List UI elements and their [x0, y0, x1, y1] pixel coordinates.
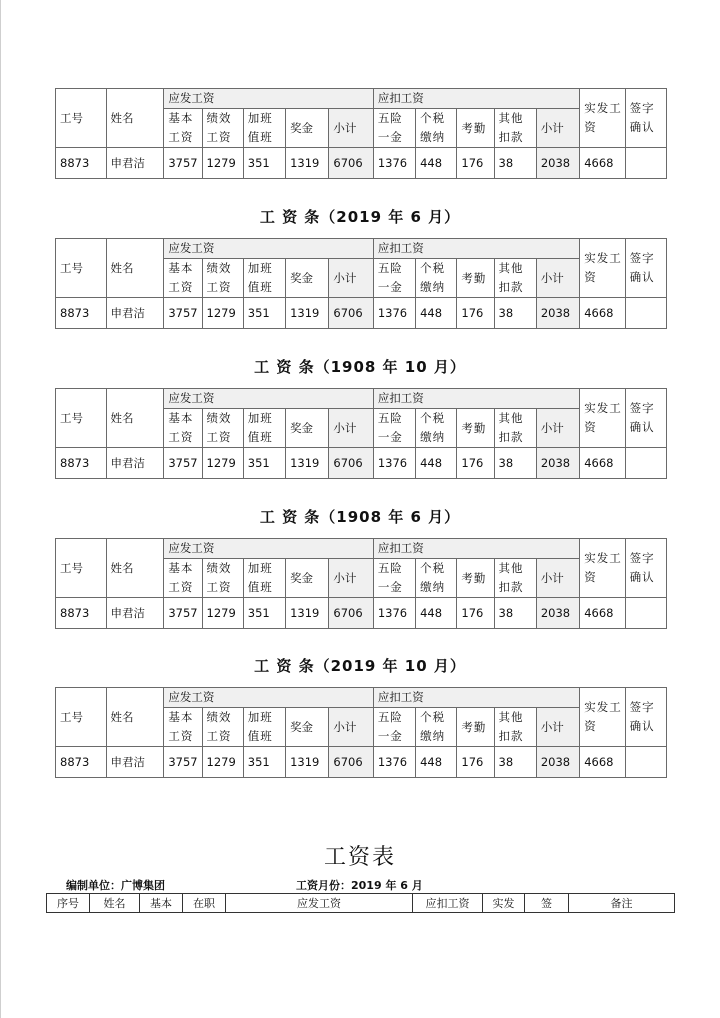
header-insurance: 五险一金	[373, 559, 415, 598]
cell-net: 4668	[580, 148, 625, 179]
header-other: 其他扣款	[494, 409, 536, 448]
header-tax: 个税缴纳	[416, 109, 457, 148]
cell-tax: 448	[416, 448, 457, 479]
summary-col-name: 姓名	[90, 894, 140, 913]
header-deduct-group: 应扣工资	[373, 239, 579, 259]
cell-name: 申君洁	[106, 598, 164, 629]
header-overtime: 加班值班	[243, 259, 285, 298]
header-other: 其他扣款	[494, 109, 536, 148]
cell-overtime: 351	[243, 298, 285, 329]
header-perf: 绩效工资	[202, 708, 243, 747]
cell-name: 申君洁	[106, 448, 164, 479]
cell-attendance: 176	[457, 448, 494, 479]
salary-slip-3	[55, 388, 667, 479]
header-bonus: 奖金	[286, 259, 329, 298]
header-net: 实发工资	[580, 539, 625, 598]
cell-sign[interactable]	[625, 598, 666, 629]
slip-title-4: 工 资 条（1908 年 6 月）	[259, 508, 461, 526]
summary-col-gross: 应发工资	[226, 894, 413, 913]
cell-insurance: 1376	[373, 747, 415, 778]
header-basic: 基本工资	[164, 259, 202, 298]
cell-perf: 1279	[202, 148, 243, 179]
header-deduct-group: 应扣工资	[373, 89, 579, 109]
header-overtime: 加班值班	[243, 559, 285, 598]
cell-bonus: 1319	[286, 448, 329, 479]
cell-attendance: 176	[457, 148, 494, 179]
header-sign: 签字确认	[625, 688, 666, 747]
header-basic: 基本工资	[164, 708, 202, 747]
cell-deduct-subtotal: 2038	[536, 298, 579, 329]
header-deduct-group: 应扣工资	[373, 389, 579, 409]
salary-slip-4	[55, 538, 667, 629]
header-sign: 签字确认	[625, 539, 666, 598]
cell-tax: 448	[416, 298, 457, 329]
header-insurance: 五险一金	[373, 109, 415, 148]
summary-col-basic: 基本	[140, 894, 183, 913]
header-deduct-subtotal: 小计	[536, 259, 579, 298]
cell-sign[interactable]	[625, 747, 666, 778]
header-tax: 个税缴纳	[416, 409, 457, 448]
cell-emp-id: 8873	[56, 448, 107, 479]
header-name: 姓名	[106, 688, 164, 747]
header-subtotal: 小计	[329, 109, 373, 148]
header-sign: 签字确认	[625, 89, 666, 148]
month-label: 工资月份：2019 年 6 月	[296, 879, 423, 892]
header-insurance: 五险一金	[373, 259, 415, 298]
cell-overtime: 351	[243, 747, 285, 778]
cell-attendance: 176	[457, 747, 494, 778]
cell-net: 4668	[580, 598, 625, 629]
header-insurance: 五险一金	[373, 409, 415, 448]
header-emp-id: 工号	[56, 688, 107, 747]
header-emp-id: 工号	[56, 389, 107, 448]
cell-basic: 3757	[164, 298, 202, 329]
header-attendance: 考勤	[457, 708, 494, 747]
cell-emp-id: 8873	[56, 148, 107, 179]
cell-basic: 3757	[164, 747, 202, 778]
cell-sign[interactable]	[625, 148, 666, 179]
cell-insurance: 1376	[373, 298, 415, 329]
header-emp-id: 工号	[56, 539, 107, 598]
cell-subtotal: 6706	[329, 598, 373, 629]
cell-subtotal: 6706	[329, 448, 373, 479]
cell-name: 申君洁	[106, 148, 164, 179]
header-deduct-subtotal: 小计	[536, 409, 579, 448]
header-tax: 个税缴纳	[416, 559, 457, 598]
summary-col-employed: 在职	[183, 894, 226, 913]
header-basic: 基本工资	[164, 559, 202, 598]
header-perf: 绩效工资	[202, 559, 243, 598]
cell-deduct-subtotal: 2038	[536, 598, 579, 629]
header-name: 姓名	[106, 89, 164, 148]
cell-overtime: 351	[243, 148, 285, 179]
cell-other: 38	[494, 148, 536, 179]
cell-insurance: 1376	[373, 148, 415, 179]
header-deduct-group: 应扣工资	[373, 688, 579, 708]
header-bonus: 奖金	[286, 559, 329, 598]
cell-overtime: 351	[243, 448, 285, 479]
header-sign: 签字确认	[625, 389, 666, 448]
cell-subtotal: 6706	[329, 298, 373, 329]
cell-subtotal: 6706	[329, 148, 373, 179]
header-subtotal: 小计	[329, 259, 373, 298]
header-perf: 绩效工资	[202, 259, 243, 298]
cell-basic: 3757	[164, 148, 202, 179]
slip-title-2: 工 资 条（2019 年 6 月）	[259, 208, 461, 226]
cell-sign[interactable]	[625, 448, 666, 479]
cell-bonus: 1319	[286, 298, 329, 329]
cell-name: 申君洁	[106, 747, 164, 778]
cell-bonus: 1319	[286, 148, 329, 179]
header-name: 姓名	[106, 539, 164, 598]
header-net: 实发工资	[580, 89, 625, 148]
header-bonus: 奖金	[286, 708, 329, 747]
cell-emp-id: 8873	[56, 598, 107, 629]
header-overtime: 加班值班	[243, 708, 285, 747]
payroll-summary-table	[46, 893, 675, 913]
cell-insurance: 1376	[373, 598, 415, 629]
cell-other: 38	[494, 747, 536, 778]
header-overtime: 加班值班	[243, 409, 285, 448]
header-net: 实发工资	[580, 688, 625, 747]
cell-basic: 3757	[164, 598, 202, 629]
cell-perf: 1279	[202, 747, 243, 778]
cell-bonus: 1319	[286, 747, 329, 778]
header-name: 姓名	[106, 389, 164, 448]
header-basic: 基本工资	[164, 109, 202, 148]
salary-slip-2	[55, 238, 667, 329]
header-bonus: 奖金	[286, 409, 329, 448]
header-attendance: 考勤	[457, 409, 494, 448]
payroll-sheet-title: 工资表	[323, 845, 396, 870]
header-gross-group: 应发工资	[164, 539, 373, 559]
header-net: 实发工资	[580, 239, 625, 298]
header-subtotal: 小计	[329, 409, 373, 448]
cell-other: 38	[494, 598, 536, 629]
header-tax: 个税缴纳	[416, 708, 457, 747]
header-gross-group: 应发工资	[164, 389, 373, 409]
header-insurance: 五险一金	[373, 708, 415, 747]
header-attendance: 考勤	[457, 259, 494, 298]
header-gross-group: 应发工资	[164, 688, 373, 708]
salary-slip-5	[55, 687, 667, 778]
cell-subtotal: 6706	[329, 747, 373, 778]
header-subtotal: 小计	[329, 708, 373, 747]
salary-slip-1	[55, 88, 667, 179]
cell-sign[interactable]	[625, 298, 666, 329]
slip-title-5: 工 资 条（2019 年 10 月）	[254, 657, 466, 675]
cell-other: 38	[494, 298, 536, 329]
cell-tax: 448	[416, 148, 457, 179]
header-other: 其他扣款	[494, 559, 536, 598]
summary-col-deduct: 应扣工资	[413, 894, 483, 913]
cell-bonus: 1319	[286, 598, 329, 629]
summary-col-net: 实发	[483, 894, 525, 913]
cell-deduct-subtotal: 2038	[536, 448, 579, 479]
header-emp-id: 工号	[56, 239, 107, 298]
header-overtime: 加班值班	[243, 109, 285, 148]
cell-attendance: 176	[457, 598, 494, 629]
cell-perf: 1279	[202, 598, 243, 629]
cell-net: 4668	[580, 448, 625, 479]
header-deduct-group: 应扣工资	[373, 539, 579, 559]
header-name: 姓名	[106, 239, 164, 298]
cell-name: 申君洁	[106, 298, 164, 329]
slip-title-3: 工 资 条（1908 年 10 月）	[254, 358, 466, 376]
header-other: 其他扣款	[494, 259, 536, 298]
header-attendance: 考勤	[457, 109, 494, 148]
header-deduct-subtotal: 小计	[536, 708, 579, 747]
header-deduct-subtotal: 小计	[536, 559, 579, 598]
cell-emp-id: 8873	[56, 747, 107, 778]
summary-col-sign: 签	[525, 894, 569, 913]
header-attendance: 考勤	[457, 559, 494, 598]
cell-basic: 3757	[164, 448, 202, 479]
header-perf: 绩效工资	[202, 109, 243, 148]
header-bonus: 奖金	[286, 109, 329, 148]
cell-overtime: 351	[243, 598, 285, 629]
cell-perf: 1279	[202, 448, 243, 479]
org-label: 编制单位：广博集团	[66, 879, 165, 892]
summary-col-index: 序号	[47, 894, 90, 913]
cell-deduct-subtotal: 2038	[536, 148, 579, 179]
cell-insurance: 1376	[373, 448, 415, 479]
header-subtotal: 小计	[329, 559, 373, 598]
header-perf: 绩效工资	[202, 409, 243, 448]
summary-col-remarks: 备注	[569, 894, 675, 913]
cell-attendance: 176	[457, 298, 494, 329]
header-basic: 基本工资	[164, 409, 202, 448]
header-tax: 个税缴纳	[416, 259, 457, 298]
header-sign: 签字确认	[625, 239, 666, 298]
header-gross-group: 应发工资	[164, 89, 373, 109]
cell-deduct-subtotal: 2038	[536, 747, 579, 778]
cell-emp-id: 8873	[56, 298, 107, 329]
header-other: 其他扣款	[494, 708, 536, 747]
cell-net: 4668	[580, 298, 625, 329]
header-deduct-subtotal: 小计	[536, 109, 579, 148]
header-emp-id: 工号	[56, 89, 107, 148]
cell-tax: 448	[416, 747, 457, 778]
header-net: 实发工资	[580, 389, 625, 448]
cell-net: 4668	[580, 747, 625, 778]
cell-perf: 1279	[202, 298, 243, 329]
cell-other: 38	[494, 448, 536, 479]
cell-tax: 448	[416, 598, 457, 629]
header-gross-group: 应发工资	[164, 239, 373, 259]
